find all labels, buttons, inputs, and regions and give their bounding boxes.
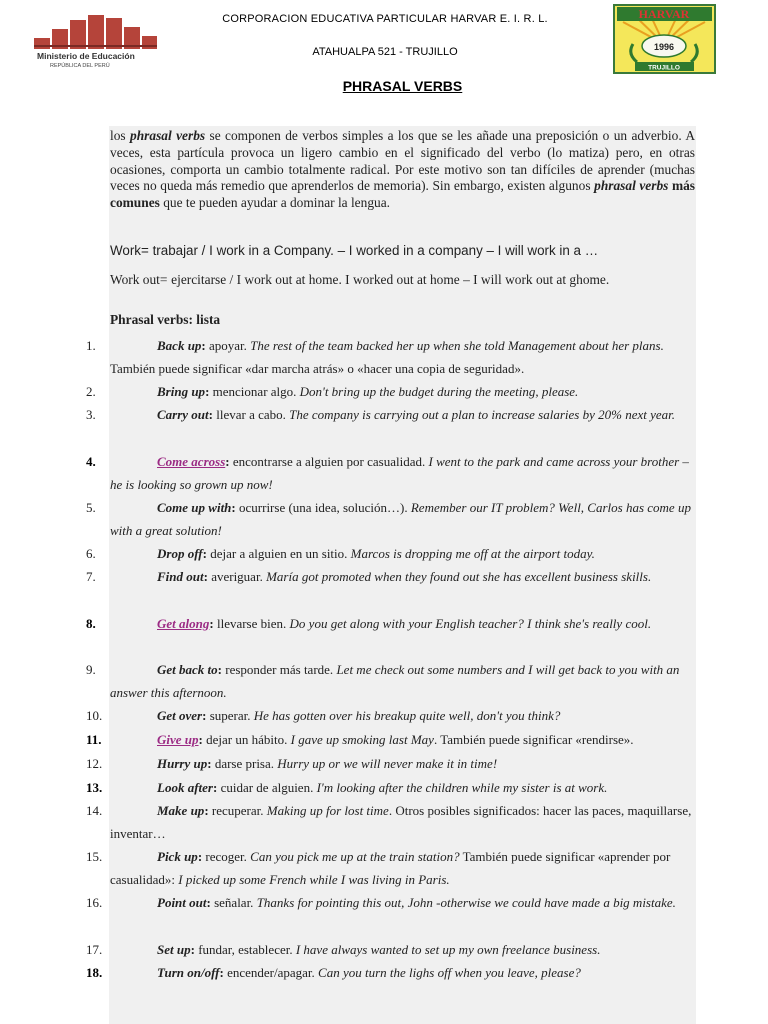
term-separator: : — [208, 407, 213, 422]
list-item-text — [110, 938, 695, 961]
spanish-meaning: averiguar. — [207, 569, 267, 584]
list-item-text — [110, 450, 695, 496]
example-sentence: Making up for lost time — [266, 803, 389, 818]
term-separator: : — [204, 803, 209, 818]
list-item-text — [110, 658, 695, 704]
extra-meaning: . Otros posibles significados: hacer las paces, maquillarse, inventar… — [110, 803, 692, 841]
extra-meaning: También puede significar «aprender por casualidad»: — [110, 849, 671, 887]
spanish-meaning: señalar. — [210, 895, 257, 910]
phrasal-verb-term: Come up with — [157, 500, 232, 515]
ministerio-educacion-logo — [32, 5, 159, 71]
term-separator: : — [202, 708, 207, 723]
list-item-number: 10. — [86, 708, 103, 723]
phrasal-verb-term: Hurry up — [157, 756, 208, 771]
example-sentence: Let me check out some numbers and I will get back to you with an answer this afternoon. — [110, 662, 680, 700]
phrasal-verb-term: Drop off — [157, 546, 203, 561]
phrasal-verb-term: Set up — [157, 942, 191, 957]
list-item-text — [110, 728, 695, 751]
term-separator: : — [203, 569, 208, 584]
intro-paragraph: los phrasal verbs se componen de verbos simples a los que se les añade una preposición o un adverbio. A veces, esta partícula provoca un ligero cambio en el significado del verbo (lo matiza) pero, en otras ocasiones, comporta un cambio totalmente radical. Por este motivo son tan difíciles de aprender (muchas veces no queda más remedio que aprenderlos de memoria). Sin embargo, existen algunos phrasal verbs más comunes que te pueden ayudar a dominar la lengua. — [110, 128, 696, 211]
spanish-meaning: fundar, establecer. — [194, 942, 296, 957]
list-item-number: 8. — [86, 616, 96, 631]
list-item-text — [110, 961, 695, 984]
spanish-meaning: dejar a alguien en un sitio. — [206, 546, 351, 561]
list-item-text — [110, 380, 695, 403]
term-separator: : — [217, 662, 222, 677]
example-sentence: He has gotten over his breakup quite well, don't you think? — [253, 708, 561, 723]
list-item-text — [110, 752, 695, 775]
spanish-meaning: recuperar. — [208, 803, 267, 818]
spanish-meaning: llevar a cabo. — [213, 407, 290, 422]
list-item-number: 13. — [86, 780, 103, 795]
phrasal-verb-term: Find out — [157, 569, 204, 584]
list-item-number: 7. — [86, 569, 96, 584]
example-sentence: Remember our IT problem? Well, Carlos has come up with a great solution! — [110, 500, 691, 538]
phrasal-verb-term: Back up — [157, 338, 202, 353]
crest-name: HARVAR — [638, 7, 690, 21]
list-item-number: 16. — [86, 895, 103, 910]
term-separator: : — [201, 338, 206, 353]
list-item-number: 14. — [86, 803, 103, 818]
list-item-number: 11. — [86, 732, 102, 747]
crest-city: TRUJILLO — [648, 64, 680, 72]
term-separator: : — [206, 895, 211, 910]
crest-year: 1996 — [653, 42, 675, 52]
example-sentence: I went to the park and came across your brother – he is looking so grown up now! — [110, 454, 689, 492]
list-item-number: 6. — [86, 546, 96, 561]
school-address: ATAHUALPA 521 - TRUJILLO — [312, 46, 458, 58]
list-item-number: 2. — [86, 384, 96, 399]
list-item-number: 18. — [86, 965, 103, 980]
work-example-line: Work= trabajar / I work in a Company. – I worked in a company – I will work in a … — [110, 243, 599, 258]
phrasal-verb-term: Pick up — [157, 849, 198, 864]
example-sentence: Hurry up or we will never make it in time! — [277, 756, 498, 771]
ministerio-line1: Ministerio de Educación — [37, 51, 135, 61]
spanish-meaning: ocurrirse (una idea, solución…). — [235, 500, 411, 515]
list-item-text — [110, 845, 695, 891]
phrasal-verb-term: Get over — [157, 708, 203, 723]
list-item-number: 5. — [86, 500, 96, 515]
extra-meaning: . También puede significar «rendirse». — [433, 732, 634, 747]
phrasal-verb-term: Make up — [157, 803, 205, 818]
spanish-meaning: llevarse bien. — [213, 616, 290, 631]
list-item-number: 12. — [86, 756, 103, 771]
harvar-school-crest — [613, 4, 716, 74]
list-item-text — [110, 776, 695, 799]
list-item-number: 17. — [86, 942, 103, 957]
term-separator: : — [198, 732, 203, 747]
example-sentence: I gave up smoking last May — [290, 732, 434, 747]
phrasal-verb-link[interactable]: Come across — [157, 454, 226, 469]
example-sentence: Can you turn the lighs off when you leave, please? — [318, 965, 581, 980]
phrasal-verb-term: Get back to — [157, 662, 218, 677]
list-item-number: 4. — [86, 454, 96, 469]
list-item-text — [110, 542, 695, 565]
phrasal-verb-term: Turn on/off — [157, 965, 220, 980]
list-item-text — [110, 334, 695, 380]
phrasal-verb-term: Carry out — [157, 407, 209, 422]
example-sentence: I have always wanted to set up my own freelance business. — [295, 942, 601, 957]
phrasal-verb-term: Look after — [157, 780, 213, 795]
spanish-meaning: darse prisa. — [211, 756, 278, 771]
example-sentence: María got promoted when they found out she has excellent business skills. — [266, 569, 652, 584]
phrasal-verb-term: Point out — [157, 895, 207, 910]
example-sentence-2: I picked up some French while I was living in Paris. — [178, 872, 450, 887]
list-item-text — [110, 403, 695, 426]
example-sentence: The rest of the team backed her up when she told Management about her plans. — [250, 338, 664, 353]
spanish-meaning: cuidar de alguien. — [217, 780, 317, 795]
document-title: PHRASAL VERBS — [342, 78, 463, 94]
term-separator: : — [219, 965, 224, 980]
spanish-meaning: encender/apagar. — [223, 965, 319, 980]
work-out-example-line: Work out= ejercitarse / I work out at home. I worked out at home – I will work out at ghome. — [110, 272, 610, 287]
example-sentence: I'm looking after the children while my sister is at work. — [316, 780, 608, 795]
example-sentence: Marcos is dropping me off at the airport today. — [350, 546, 595, 561]
spanish-meaning: encontrarse a alguien por casualidad. — [229, 454, 429, 469]
ministerio-line2: REPÚBLICA DEL PERÚ — [50, 63, 110, 69]
list-item-number: 15. — [86, 849, 103, 864]
term-separator: : — [225, 454, 230, 469]
term-separator: : — [212, 780, 218, 795]
term-separator: : — [231, 500, 236, 515]
school-name: CORPORACION EDUCATIVA PARTICULAR HARVAR E. I. R. L. — [222, 13, 548, 25]
term-separator: : — [209, 616, 214, 631]
phrasal-verb-link[interactable]: Give up — [157, 732, 199, 747]
spanish-meaning: mencionar algo. — [209, 384, 300, 399]
list-item-text — [110, 612, 695, 635]
list-item-text — [110, 704, 695, 727]
list-item-text — [110, 799, 695, 845]
list-item-text — [110, 496, 695, 542]
phrasal-verb-term: Bring up — [157, 384, 206, 399]
list-item-text — [110, 891, 695, 914]
example-sentence: Do you get along with your English teacher? I think she's really cool. — [289, 616, 652, 631]
phrasal-verb-link[interactable]: Get along — [157, 616, 210, 631]
spanish-meaning: apoyar. — [205, 338, 251, 353]
example-sentence: Thanks for pointing this out, John -otherwise we could have made a big mistake. — [256, 895, 676, 910]
spanish-meaning: recoger. — [202, 849, 251, 864]
spanish-meaning: superar. — [206, 708, 254, 723]
list-item-number: 9. — [86, 662, 96, 677]
spanish-meaning: dejar un hábito. — [202, 732, 291, 747]
term-separator: : — [205, 384, 210, 399]
term-separator: : — [190, 942, 195, 957]
term-separator: : — [197, 849, 203, 864]
term-separator: : — [207, 756, 212, 771]
example-sentence: Don't bring up the budget during the meeting, please. — [299, 384, 579, 399]
list-item-number: 1. — [86, 338, 96, 353]
list-heading: Phrasal verbs: lista — [110, 312, 221, 327]
spanish-meaning: responder más tarde. — [222, 662, 337, 677]
list-item-number: 3. — [86, 407, 96, 422]
example-sentence: The company is carrying out a plan to increase salaries by 20% next year. — [289, 407, 675, 422]
example-sentence: Can you pick me up at the train station? — [250, 849, 460, 864]
list-item-text — [110, 565, 695, 588]
term-separator: : — [202, 546, 207, 561]
extra-meaning: También puede significar «dar marcha atrás» o «hacer una copia de seguridad». — [110, 361, 525, 376]
